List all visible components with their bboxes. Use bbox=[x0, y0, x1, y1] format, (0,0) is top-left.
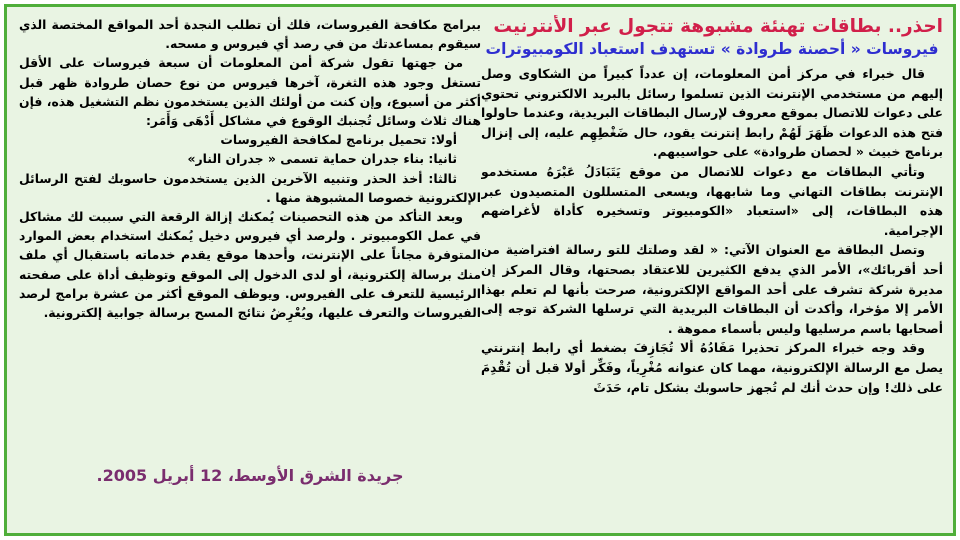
paragraph-4: وقد وجه خبراء المركز تحذيرا مَفَادُهُ ألا تُجَازِفَ بضغط أي رابط إنترنتي يصل مع الرسالة الإلكترونية، مهما كان عنوانه مُغْرِياً، وفَكِّر أولا قبل أن تُقْدِمَ على ذلك! وإن حدث أنك لم تُجهز حاسوبك بشكل تام، حَدَثَ bbox=[481, 340, 943, 395]
paragraph-7: وبعد التأكد من هذه التحصينات يُمكنك إزالة الرقعة التي سببت لك مشاكل في عمل الكومبيوتر . ولرصد أي فيروس دخيل يُمكنك استخدام بعض الموارد المتوفرة مجاناً على الإنترنت، وأحدها موقع يقدم خدماته باستقبال أي ملف منك برسالة إلكترونية، أو لدى الدخول إلى الموقع وتوظيف أداة على صفحته الرئيسية للتعرف على الفيروس. ويوظف الموقع أكثر من عشرة برامج لرصد الفيروسات والتعرف عليها، ويُعْرِضُ نتائج المسح برسالة جوابية إلكترونية. bbox=[19, 209, 481, 321]
paragraph-3: وتصل البطاقة مع العنوان الآتي: « لقد وصلتك للتو رسالة افتراضية من أحد أقربائك»، الأمر الذي يدفع الكثيرين للاعتقاد بصحتها، وقال المركز إن مديرة شركة تشرف على أحد المواقع الإلكترونية، صرحت بأنها لم تعلم بهذا الأمر إلا مؤخرا، وأكدت أن البطاقات البريدية التي ترسلها الشركة توجه إلى أصحابها باسم مرسليها وليس بأسماء مموهة . bbox=[481, 242, 943, 336]
right-column bbox=[481, 15, 943, 523]
paragraph-6: من جهتها تقول شركة أمن المعلومات أن سبعة فيروسات على الأقل تستغل وجود هذه الثغرة، آخرها فيروس من نوع حصان طروادة ظهر قبل أكثر من أسبوع، وإن كنت من أولئك الذين يستخدمون نظم التشغيل هذه، فإن هناك ثلاث وسائل تُجنبك الوقوع في مشاكل أَدْهَى وَأَمَر: bbox=[19, 55, 481, 129]
slide-frame bbox=[4, 4, 956, 536]
article-subtitle: فيروسات « أحصنة طروادة » تستهدف استعباد الكومبيوترات bbox=[485, 40, 939, 58]
list-item-3: ثالثا: أخذ الحذر وتنبيه الآخرين الذين يستخدمون حاسوبك لفتح الرسائل الإلكترونية خصوصا المشبوهة منها . bbox=[19, 170, 481, 205]
source-citation: جريدة الشرق الأوسط، 12 أبريل 2005. bbox=[96, 466, 404, 485]
paragraph-5: ببرامج مكافحة الفيروسات، فلك أن تطلب النجدة أحد المواقع المختصة الذي سيقوم بمساعدتك من في رصد أي فيروس و مسحه. bbox=[19, 17, 481, 52]
list-item-1: أولا: تحميل برنامج لمكافحة الفيروسات bbox=[220, 132, 457, 148]
paragraph-2: وتأتي البطاقات مع دعوات للاتصال من موقع يَتَبَادَلُ عَبْرَهُ مستخدمو الإنترنت بطاقات التهاني وما شابهها، ويسعى المتسللون المتصيدون عبر هذه البطاقات، إلى «استعباد «الكومبيوتر وتسخيره كأداة لأغراضهم الإجرامية. bbox=[481, 163, 943, 238]
paragraph-1: قال خبراء في مركز أمن المعلومات، إن عدداً كبيراً من الشكاوى وصل إليهم من مستخدمي الإنترنت الذين تسلموا رسائل بالبريد الالكتروني تحتوي على دعوات للاتصال بموقع معروف لإرسال البطاقات البريدية، وعندما حاولوا فتح هذه الدعوات ظَهَرَ لَهُمْ رابط إنترنت يقود، حال ضَغْطِهِم عليه، إلى إنزال برنامج خبيث « لحصان طروادة» على حواسيبهم. bbox=[481, 66, 943, 160]
article-title: احذر.. بطاقات تهنئة مشبوهة تتجول عبر الأنترنيت bbox=[493, 16, 943, 37]
left-column bbox=[19, 15, 481, 523]
list-item-2: ثانيا: بناء جدران حماية تسمى « جدران النار» bbox=[187, 151, 457, 167]
